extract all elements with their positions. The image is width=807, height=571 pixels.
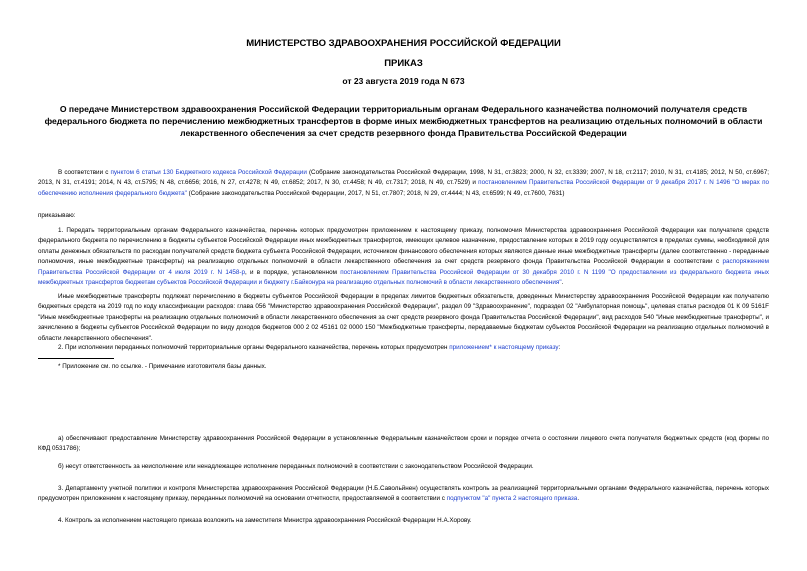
document-date-number: от 23 августа 2019 года N 673	[342, 76, 465, 86]
preamble-text-2: (Собрание законодательства Российской Федерации, 1998, N 31, ст.3823; 2000, N 32, ст.3339; 2007, N 18, ст.2117; 2010, N 31, ст.4185; 2012, N 50, ст.6967; 2013, N 31, ст.4191; 2014, N 43, ст.5795; N 48, ст.6656; 2016, N 27, ст.4278; N 49, ст.6852; 2017, N 30, ст.4458; N 49, ст.7317; 2018, N 49, ст.7529) и	[38, 169, 769, 187]
appendix-link[interactable]: приложением* к настоящему приказу	[449, 344, 559, 351]
ministry-title: МИНИСТЕРСТВО ЗДРАВООХРАНЕНИЯ РОССИЙСКОЙ ФЕДЕРАЦИИ	[246, 38, 561, 49]
document-subject: О передаче Министерством здравоохранения Российской Федерации территориальным органам Федерального казначейства полномочий получателя средств федерального бюджета по перечислению межбюджетных трансфертов в форме иных межбюджетных трансфертов на реализацию отдельных полномочий в области лекарственного обеспечения за счет средств резервного фонда Правительства Российской Федерации	[44, 104, 763, 138]
order-1458-r-link[interactable]: распоряжением Правительства Российской Федерации от 4 июля 2019 г. N 1458-р	[38, 258, 769, 276]
paragraph-1-text-1: 1. Передать территориальным органам Федерального казначейства, перечень которых предусмотрен приложением к настоящему приказу, полномочия Министерства здравоохранения Российской Федерации как получателя средств федерального бюджета по перечислению в бюджеты субъектов Российской Федерации иных межбюджетных трансфертов, имеющих целевое назначение, предоставление которых в 2019 году осуществляется в пределах суммы, необходимой для оплаты денежных обязательств по расходам получателей средств бюджета субъекта Российской Федерации, источником финансового обеспечения которых являются данные иные межбюджетные трансферты (далее соответственно - переданные полномочия, иные межбюджетные трансферты) на реализацию отдельных полномочий в области лекарственного обеспечения за счет средств резервного фонда Правительства Российской Федерации в соответствии с	[38, 227, 769, 266]
budget-code-link[interactable]: пунктом 6 статьи 130 Бюджетного кодекса Российской Федерации	[110, 169, 307, 176]
paragraph-3-text-1: 3. Департаменту учетной политики и контроля Министерства здравоохранения Российской Федерации (Н.Б.Савольйнен) осуществлять контроль за реализацией территориальными органами Федерального казначейства, перечень которых предусмотрен приложением к настоящему приказу, переданных полномочий на основании отчетности, предоставляемой в соответствии с	[38, 485, 769, 503]
subparagraph-b: б) несут ответственность за неисполнение или ненадлежащее исполнение переданных полномочий в соответствии с законодательством Российской Федерации.	[58, 463, 534, 470]
document-type: ПРИКАЗ	[384, 58, 423, 69]
prikazyvayu-label: приказываю:	[38, 212, 76, 219]
paragraph-4: 4. Контроль за исполнением настоящего приказа возложить на заместителя Министра здравоохранения Российской Федерации Н.А.Хорову.	[58, 517, 472, 524]
footnote: * Приложение см. по ссылке. - Примечание изготовителя базы данных.	[58, 363, 267, 370]
preamble-text-1: В соответствии с	[58, 169, 111, 176]
paragraph-2	[38, 343, 769, 353]
paragraph-2-text-2: :	[558, 344, 561, 351]
subparagraph-a-link[interactable]: подпунктом "а" пункта 2 настоящего приказа	[446, 495, 578, 503]
footnote-divider	[38, 358, 114, 359]
preamble-text-3: (Собрание законодательства Российской Федерации, 2017, N 51, ст.7807; 2018, N 29, ст.4444; N 43, ст.6599; N 49, ст.7600, 7631)	[186, 189, 565, 197]
paragraph-3-text-2: .	[577, 495, 580, 503]
preamble-paragraph	[38, 168, 769, 199]
government-resolution-1199-link[interactable]: постановлением Правительства Российской Федерации от 30 декабря 2010 г. N 1199 "О предоставлении из федерального бюджета иных межбюджетных трансфертов бюджетам субъектов Российской Федерации и бюджету г.Байконура на реализацию отдельных полномочий в области лекарственного обеспечения"	[38, 268, 769, 287]
government-resolution-1496-link[interactable]: постановлением Правительства Российской Федерации от 9 декабря 2017 г. N 1496 "О мерах по обеспечению исполнения федерального бюджета"	[38, 179, 769, 197]
paragraph-1-text-3: .	[561, 279, 564, 287]
paragraph-3	[38, 484, 769, 505]
paragraph-1-text-2: , и в порядке, установленном	[244, 268, 341, 276]
paragraph-other-transfers: Иные межбюджетные трансферты подлежат перечислению в бюджеты субъектов Российской Федерации в пределах лимитов бюджетных обязательств, доведенных Министерству здравоохранения Российской Федерации как получателю бюджетных средств на 2019 год по коду классификации расходов: глава 056 "Министерство здравоохранения Российской Федерации", раздел 09 "Здравоохранение", подраздел 02 "Амбулаторная помощь", целевая статья расходов 01 К 09 5161F "Иные межбюджетные трансферты на реализацию отдельных полномочий в области лекарственного обеспечения за счет средств резервного фонда Правительства Российской Федерации", вид расходов 540 "Иные межбюджетные трансферты", и зачислению в бюджеты субъектов Российской Федерации по виду доходов бюджетов 000 2 02 45161 02 0000 150 "Межбюджетные трансферты, передаваемые бюджетам субъектов Российской Федерации на реализацию отдельных полномочий в области лекарственного обеспечения".	[38, 293, 769, 342]
subparagraph-a: а) обеспечивают предоставление Министерству здравоохранения Российской Федерации в установленные Федеральным казначейством сроки и порядке отчета о состоянии лицевого счета получателя бюджетных средств (код формы по КФД 0531786);	[38, 435, 769, 453]
paragraph-1	[38, 226, 769, 288]
paragraph-2-text-1: 2. При исполнении переданных полномочий территориальные органы Федерального казначейства, перечень которых предусмотрен	[58, 344, 450, 351]
